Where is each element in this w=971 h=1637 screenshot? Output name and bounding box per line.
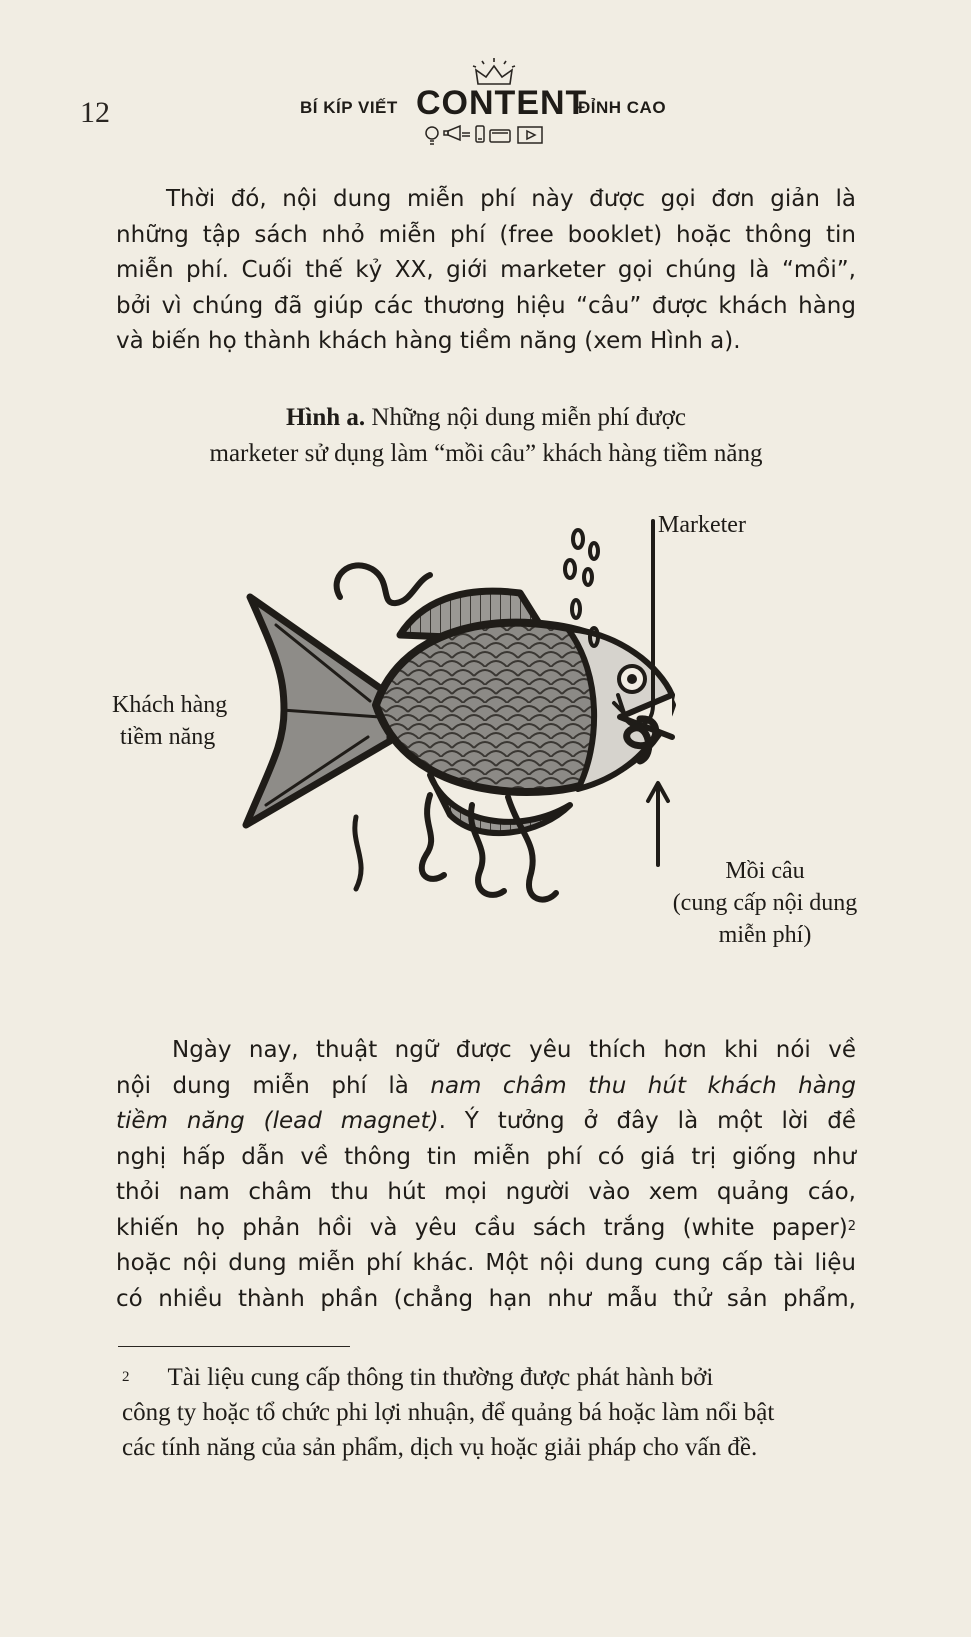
label-bait-line1: Mồi câu (725, 858, 805, 884)
label-prospect-line1: Khách hàng (112, 692, 228, 718)
text-span: nội dung miễn phí là (116, 1072, 431, 1099)
megaphone-icon (444, 126, 470, 140)
figure-caption-label: Hình a. (285, 404, 366, 431)
media-icons-row (424, 124, 564, 146)
text-line: nghị hấp dẫn về thông tin miễn phí có giá trị giống như (116, 1143, 856, 1170)
video-play-icon (518, 127, 542, 143)
running-head-left: BÍ KÍP VIẾT (300, 98, 398, 117)
fish-tail (246, 597, 390, 825)
figure-caption-line1: Những nội dung miễn phí được (365, 404, 687, 431)
text-line: miễn phí. Cuối thế kỷ XX, giới marketer gọi chúng là “mồi”, (116, 257, 856, 283)
footnote-line: công ty hoặc tổ chức phi lợi nhuận, để quảng bá hoặc làm nổi bật (122, 1399, 775, 1426)
figure-fish-hook (100, 505, 870, 955)
text-span: . Ý tưởng ở đây là một lời đề (438, 1108, 856, 1134)
text-line: Ngày nay, thuật ngữ được yêu thích hơn khi nói về (172, 1037, 856, 1063)
figure-caption-line2: marketer sử dụng làm “mồi câu” khách hàng tiềm năng (209, 440, 763, 467)
text-line (116, 1211, 856, 1247)
text-line (116, 1104, 856, 1140)
running-head-right: ĐỈNH CAO (578, 98, 667, 117)
page-number: 12 (80, 96, 110, 129)
text-line: và biến họ thành khách hàng tiềm năng (xem Hình a). (116, 328, 741, 354)
tablet-icon (490, 130, 510, 142)
footnote-marker: 2 (122, 1369, 130, 1385)
squiggle-top (337, 565, 430, 603)
running-head (300, 58, 690, 158)
running-head-brand: CONTENT (416, 84, 588, 122)
text-italic: tiềm năng (lead magnet) (116, 1108, 439, 1134)
footnote-reference[interactable]: 2 (847, 1218, 856, 1234)
text-italic: nam châm thu hút khách hàng (430, 1072, 856, 1099)
text-line: thỏi nam châm thu hút mọi người vào xem quảng cáo, (116, 1179, 856, 1205)
text-span: khiến họ phản hồi và yêu cầu sách trắng (white paper) (116, 1214, 848, 1241)
text-line (116, 1069, 856, 1105)
text-line: Thời đó, nội dung miễn phí này được gọi đơn giản là (166, 186, 856, 212)
text-line: hoặc nội dung miễn phí khác. Một nội dung cung cấp tài liệu (116, 1250, 856, 1276)
label-prospect (112, 689, 262, 753)
text-line: có nhiều thành phần (chẳng hạn như mẫu thử sản phẩm, (116, 1285, 856, 1312)
footnote-line (122, 1360, 858, 1395)
lightbulb-icon (426, 127, 438, 144)
footnote-rule (118, 1346, 350, 1347)
phone-icon (476, 126, 484, 142)
label-bait-line2: (cung cấp nội dung (672, 890, 858, 916)
footnote (122, 1360, 858, 1465)
figure-caption (116, 400, 856, 472)
text-span: Tài liệu cung cấp thông tin thường được phát hành bởi (167, 1364, 714, 1391)
label-bait (640, 855, 890, 951)
label-bait-line3: miễn phí) (718, 922, 812, 948)
label-prospect-line2: tiềm năng (120, 724, 216, 750)
text-line: bởi vì chúng đã giúp các thương hiệu “câu” được khách hàng (116, 292, 856, 319)
paragraph-lead-magnet (116, 1033, 856, 1317)
text-line: những tập sách nhỏ miễn phí (free booklet) hoặc thông tin (116, 221, 856, 248)
footnote-line: các tính năng của sản phẩm, dịch vụ hoặc giải pháp cho vấn đề. (122, 1434, 758, 1461)
label-marketer: Marketer (658, 512, 746, 538)
paragraph-intro (116, 182, 856, 360)
